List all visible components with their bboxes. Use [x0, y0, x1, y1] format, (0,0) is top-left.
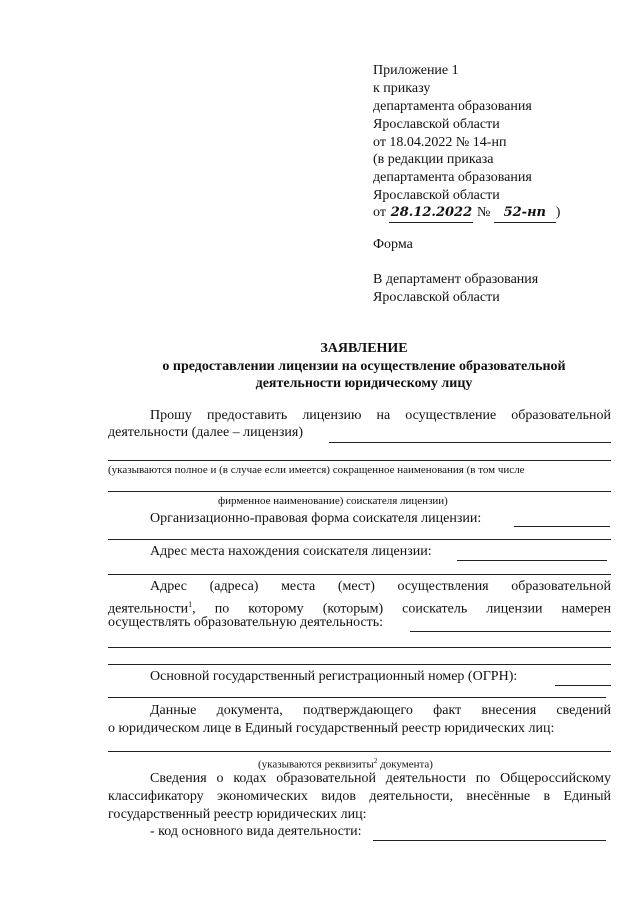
paragraph-2-line-3: осуществлять образовательную деятельность: [108, 615, 384, 630]
appendix-line-3: департамента образования [373, 99, 532, 114]
education-address-field-line-3[interactable] [108, 664, 611, 665]
addressee-line-1: В департамент образования [373, 272, 539, 287]
company-name-field-line-3[interactable] [108, 491, 611, 492]
ogrn-field-line[interactable] [555, 685, 611, 686]
paragraph-3-line-1: Данные документа, подтверждающего факт внесения сведений [150, 703, 611, 718]
appendix-line-9 [373, 204, 560, 223]
note-name-line-2: фирменное наименование) соискателя лицензии) [218, 495, 448, 507]
document-subtitle-1: о предоставлении лицензии на осуществление образовательной [162, 359, 566, 374]
appendix-number-sign: № [476, 205, 491, 220]
note-requisites-b: документа) [377, 758, 433, 771]
paragraph-4-line-1: Сведения о кодах образовательной деятельности по Общероссийскому [150, 771, 611, 786]
footnote-1-marker: 1 [188, 600, 193, 609]
address-label: Адрес места нахождения соискателя лицензии: [150, 544, 432, 559]
appendix-line-5: от 18.04.2022 № 14-нп [373, 135, 507, 150]
main-activity-code-field-line[interactable] [373, 840, 606, 841]
paragraph-4-line-3: государственный реестр юридических лиц: [108, 807, 367, 822]
egrul-document-field-line[interactable] [108, 751, 611, 752]
org-form-field-line[interactable] [514, 526, 610, 527]
footnote-2-marker: 2 [373, 757, 378, 765]
address-field-line-2[interactable] [108, 574, 611, 575]
org-form-field-line-2[interactable] [108, 539, 611, 540]
ogrn-label: Основной государственный регистрационный номер (ОГРН): [150, 669, 518, 684]
paragraph-1-line-2: деятельности (далее – лицензия) [108, 425, 303, 440]
appendix-close-paren: ) [555, 205, 561, 220]
paragraph-2-line-1: Адрес (адреса) места (мест) осуществления образовательной [150, 579, 611, 594]
handwritten-number: 52-нп [494, 204, 556, 223]
form-label: Форма [373, 237, 413, 252]
appendix-line-6: (в редакции приказа [373, 152, 494, 167]
ogrn-field-line-2[interactable] [108, 697, 606, 698]
org-form-label: Организационно-правовая форма соискателя лицензии: [150, 511, 482, 526]
note-name-line-1: (указываются полное и (в случае если имеется) сокращенное наименования (в том числе [108, 464, 525, 476]
appendix-line-1: Приложение 1 [373, 63, 459, 78]
paragraph-3-line-2: о юридическом лице в Единый государственный реестр юридических лиц: [108, 721, 555, 736]
note-requisites-a: (указываются реквизиты [258, 758, 374, 771]
appendix-line-2: к приказу [373, 81, 431, 96]
activity-word: деятельности [108, 601, 189, 617]
paragraph-4-line-4: - код основного вида деятельности: [150, 824, 362, 839]
appendix-line-8: Ярославской области [373, 188, 500, 203]
appendix-line-7: департамента образования [373, 170, 532, 185]
document-title: ЗАЯВЛЕНИЕ [320, 341, 408, 356]
paragraph-2-line-2-rest: , по которому (которым) соискатель лицензии намерен [192, 601, 611, 617]
paragraph-4-line-2: классификатору экономических видов деятельности, внесённые в Единый [108, 789, 611, 804]
note-requisites [258, 754, 433, 772]
company-name-field-line[interactable] [329, 442, 611, 443]
addressee-line-2: Ярославской области [373, 290, 500, 305]
company-name-field-line-2[interactable] [108, 460, 611, 461]
education-address-field-line[interactable] [410, 631, 611, 632]
appendix-line-4: Ярославской области [373, 117, 500, 132]
handwritten-date: 28.12.2022 [389, 204, 473, 223]
address-field-line[interactable] [457, 560, 607, 561]
education-address-field-line-2[interactable] [108, 647, 611, 648]
paragraph-1-line-1: Прошу предоставить лицензию на осуществление образовательной [150, 408, 611, 423]
appendix-from-label: от [373, 205, 386, 220]
document-subtitle-2: деятельности юридическому лицу [255, 376, 473, 391]
